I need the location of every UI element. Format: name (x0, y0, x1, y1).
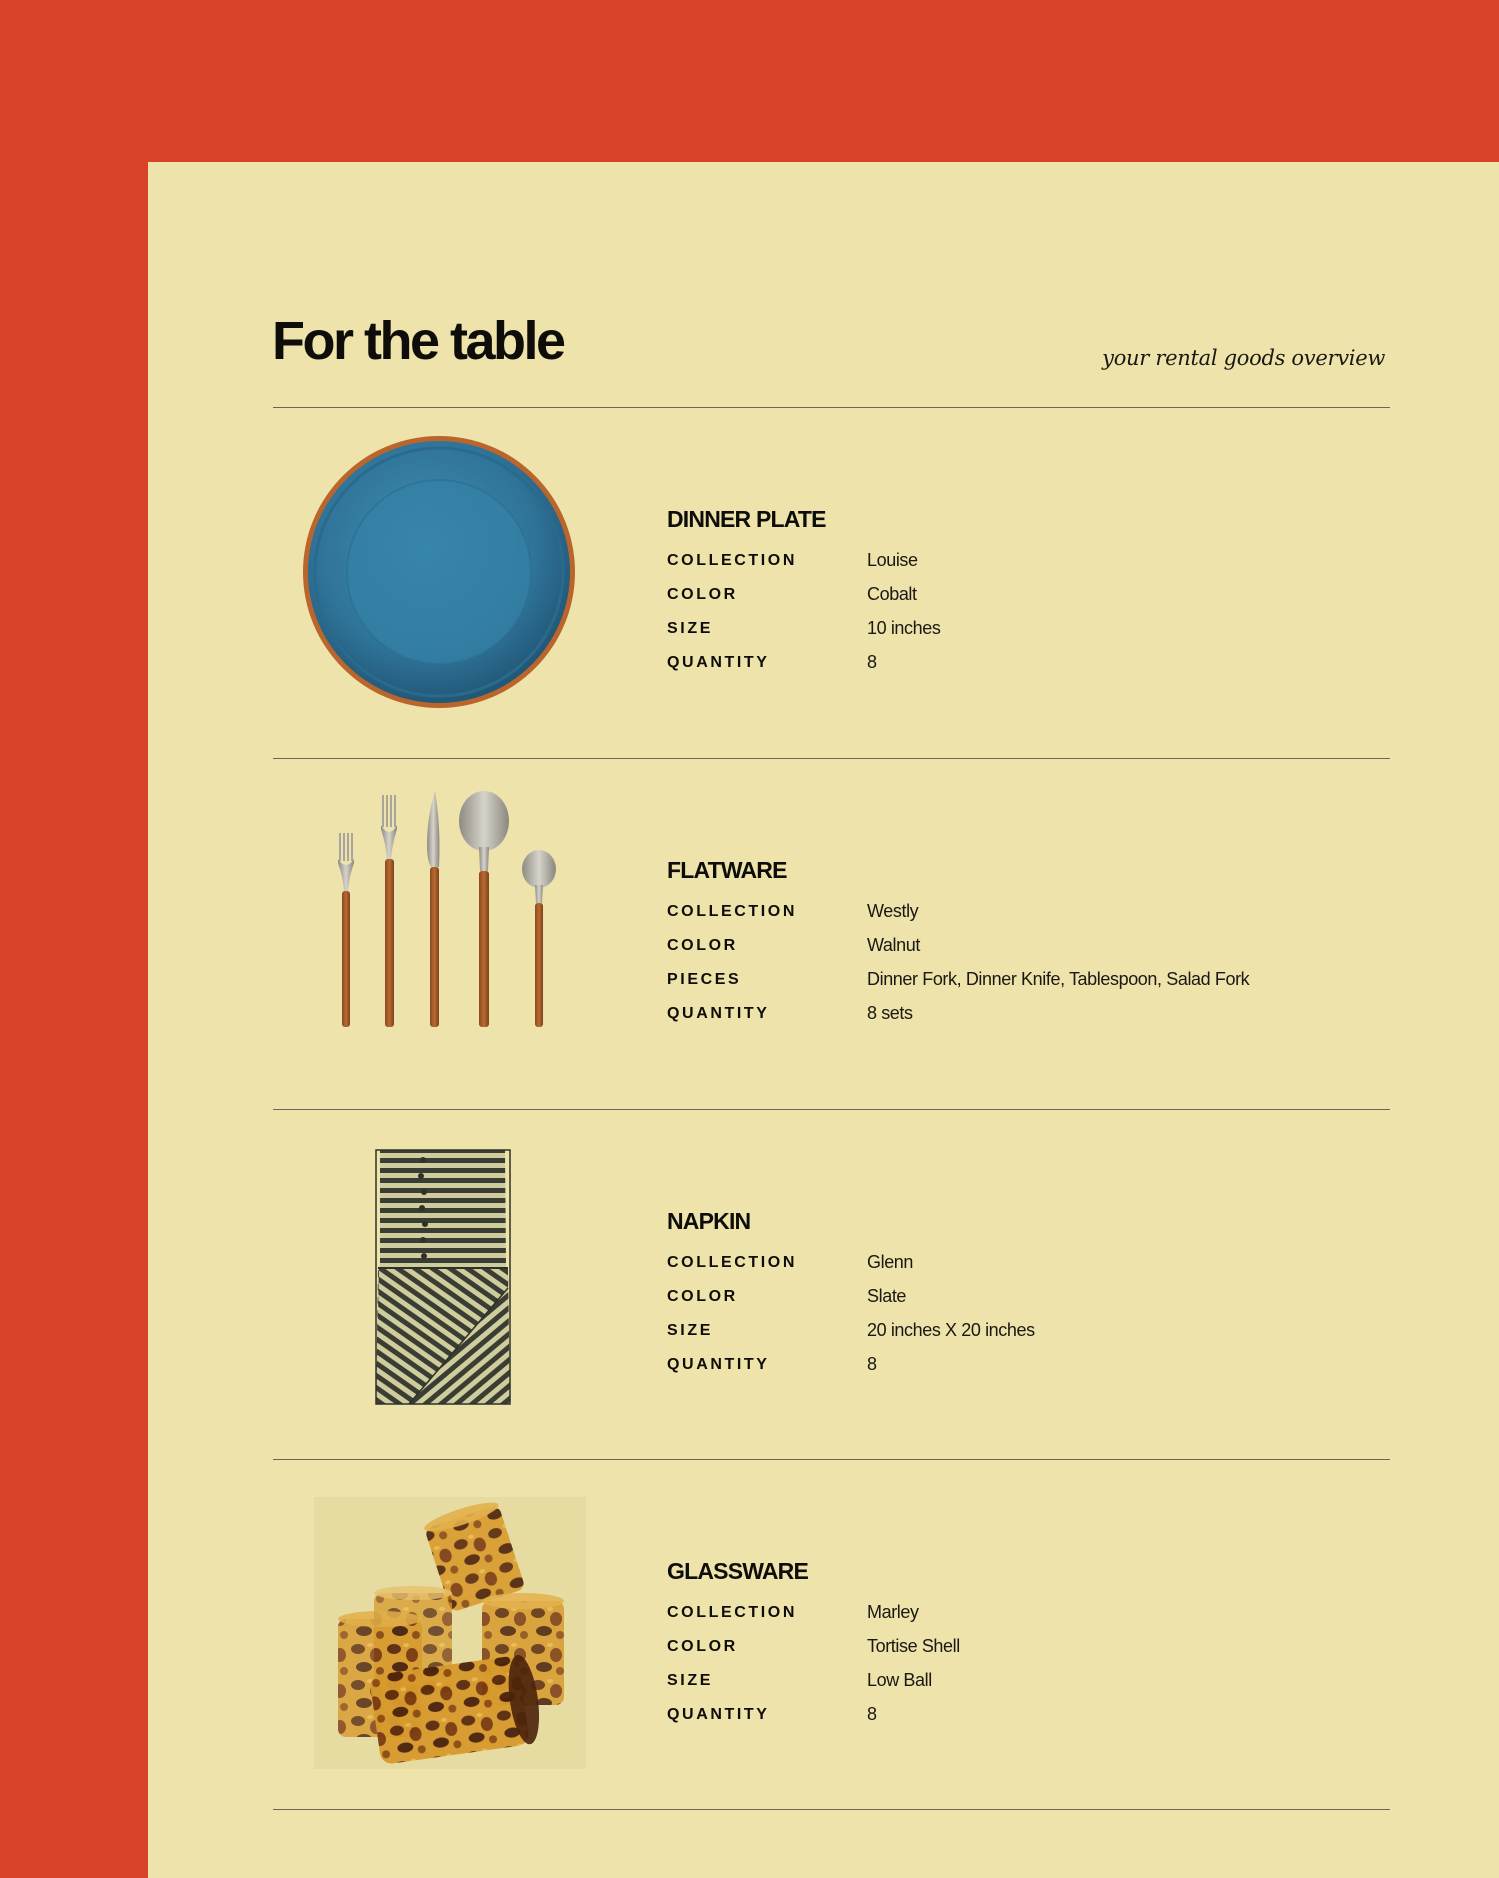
spec-label: COLLECTION (667, 1253, 797, 1271)
spec-value: Cobalt (867, 584, 917, 605)
spec-label: QUANTITY (667, 1004, 770, 1022)
spec-row-collection (667, 895, 1249, 929)
spec-row-size (667, 612, 940, 646)
spec-label: PIECES (667, 970, 742, 988)
item-napkin (273, 1110, 1390, 1460)
spec-value: Marley (867, 1602, 919, 1623)
spec-label: COLOR (667, 936, 738, 954)
page-title: For the table (272, 311, 564, 371)
spec-value: Slate (867, 1286, 907, 1307)
spec-label: COLOR (667, 1637, 738, 1655)
spec-label: SIZE (667, 1321, 713, 1339)
spec-label: COLLECTION (667, 551, 797, 569)
spec-value: Low Ball (867, 1670, 932, 1691)
page-subtitle: your rental goods overview (1102, 346, 1385, 370)
spec-row-color (667, 578, 940, 612)
spec-value: 10 inches (867, 618, 941, 639)
spec-row-quantity (667, 997, 1249, 1031)
spec-row-collection (667, 1246, 1035, 1280)
spec-value: 8 (867, 1354, 877, 1375)
spec-label: COLLECTION (667, 1603, 797, 1621)
specs-napkin (667, 1208, 1035, 1382)
item-name: NAPKIN (667, 1208, 751, 1234)
tortoise-glasses-icon (314, 1497, 586, 1769)
specs-flatware (667, 857, 1249, 1031)
item-glassware (273, 1460, 1390, 1810)
spec-label: QUANTITY (667, 1705, 770, 1723)
spec-row-size (667, 1664, 960, 1698)
spec-value: Tortise Shell (867, 1636, 960, 1657)
spec-value: 8 (867, 652, 877, 673)
flatware-set-icon (303, 787, 575, 1059)
item-name: FLATWARE (667, 857, 787, 883)
spec-row-collection (667, 544, 940, 578)
item-name: DINNER PLATE (667, 506, 826, 532)
spec-row-quantity (667, 1348, 1035, 1382)
spec-row-pieces (667, 963, 1249, 997)
spec-label: QUANTITY (667, 653, 770, 671)
item-flatware (273, 759, 1390, 1109)
spec-label: SIZE (667, 619, 713, 637)
spec-row-color (667, 1630, 960, 1664)
spec-label: COLOR (667, 1287, 738, 1305)
spec-value: Dinner Fork, Dinner Knife, Tablespoon, Salad Fork (867, 969, 1250, 990)
spec-row-quantity (667, 646, 940, 680)
spec-value: Louise (867, 550, 918, 571)
rental-sheet (148, 162, 1499, 1878)
spec-value: 8 (867, 1704, 877, 1725)
spec-row-color (667, 929, 1249, 963)
spec-label: COLLECTION (667, 902, 797, 920)
item-name: GLASSWARE (667, 1558, 809, 1584)
spec-value: Walnut (867, 935, 920, 956)
divider (273, 1809, 1390, 1810)
spec-value: 20 inches X 20 inches (867, 1320, 1035, 1341)
spec-label: COLOR (667, 585, 738, 603)
spec-value: Glenn (867, 1252, 914, 1273)
specs-glassware (667, 1558, 960, 1732)
spec-row-size (667, 1314, 1035, 1348)
spec-row-color (667, 1280, 1035, 1314)
specs-dinner-plate (667, 506, 940, 680)
blue-plate-icon (303, 436, 575, 708)
spec-label: QUANTITY (667, 1355, 770, 1373)
spec-row-quantity (667, 1698, 960, 1732)
item-dinner-plate (273, 408, 1390, 758)
striped-napkin-icon (303, 1138, 575, 1410)
spec-row-collection (667, 1596, 960, 1630)
spec-value: Westly (867, 901, 919, 922)
spec-label: SIZE (667, 1671, 713, 1689)
spec-value: 8 sets (867, 1003, 913, 1024)
